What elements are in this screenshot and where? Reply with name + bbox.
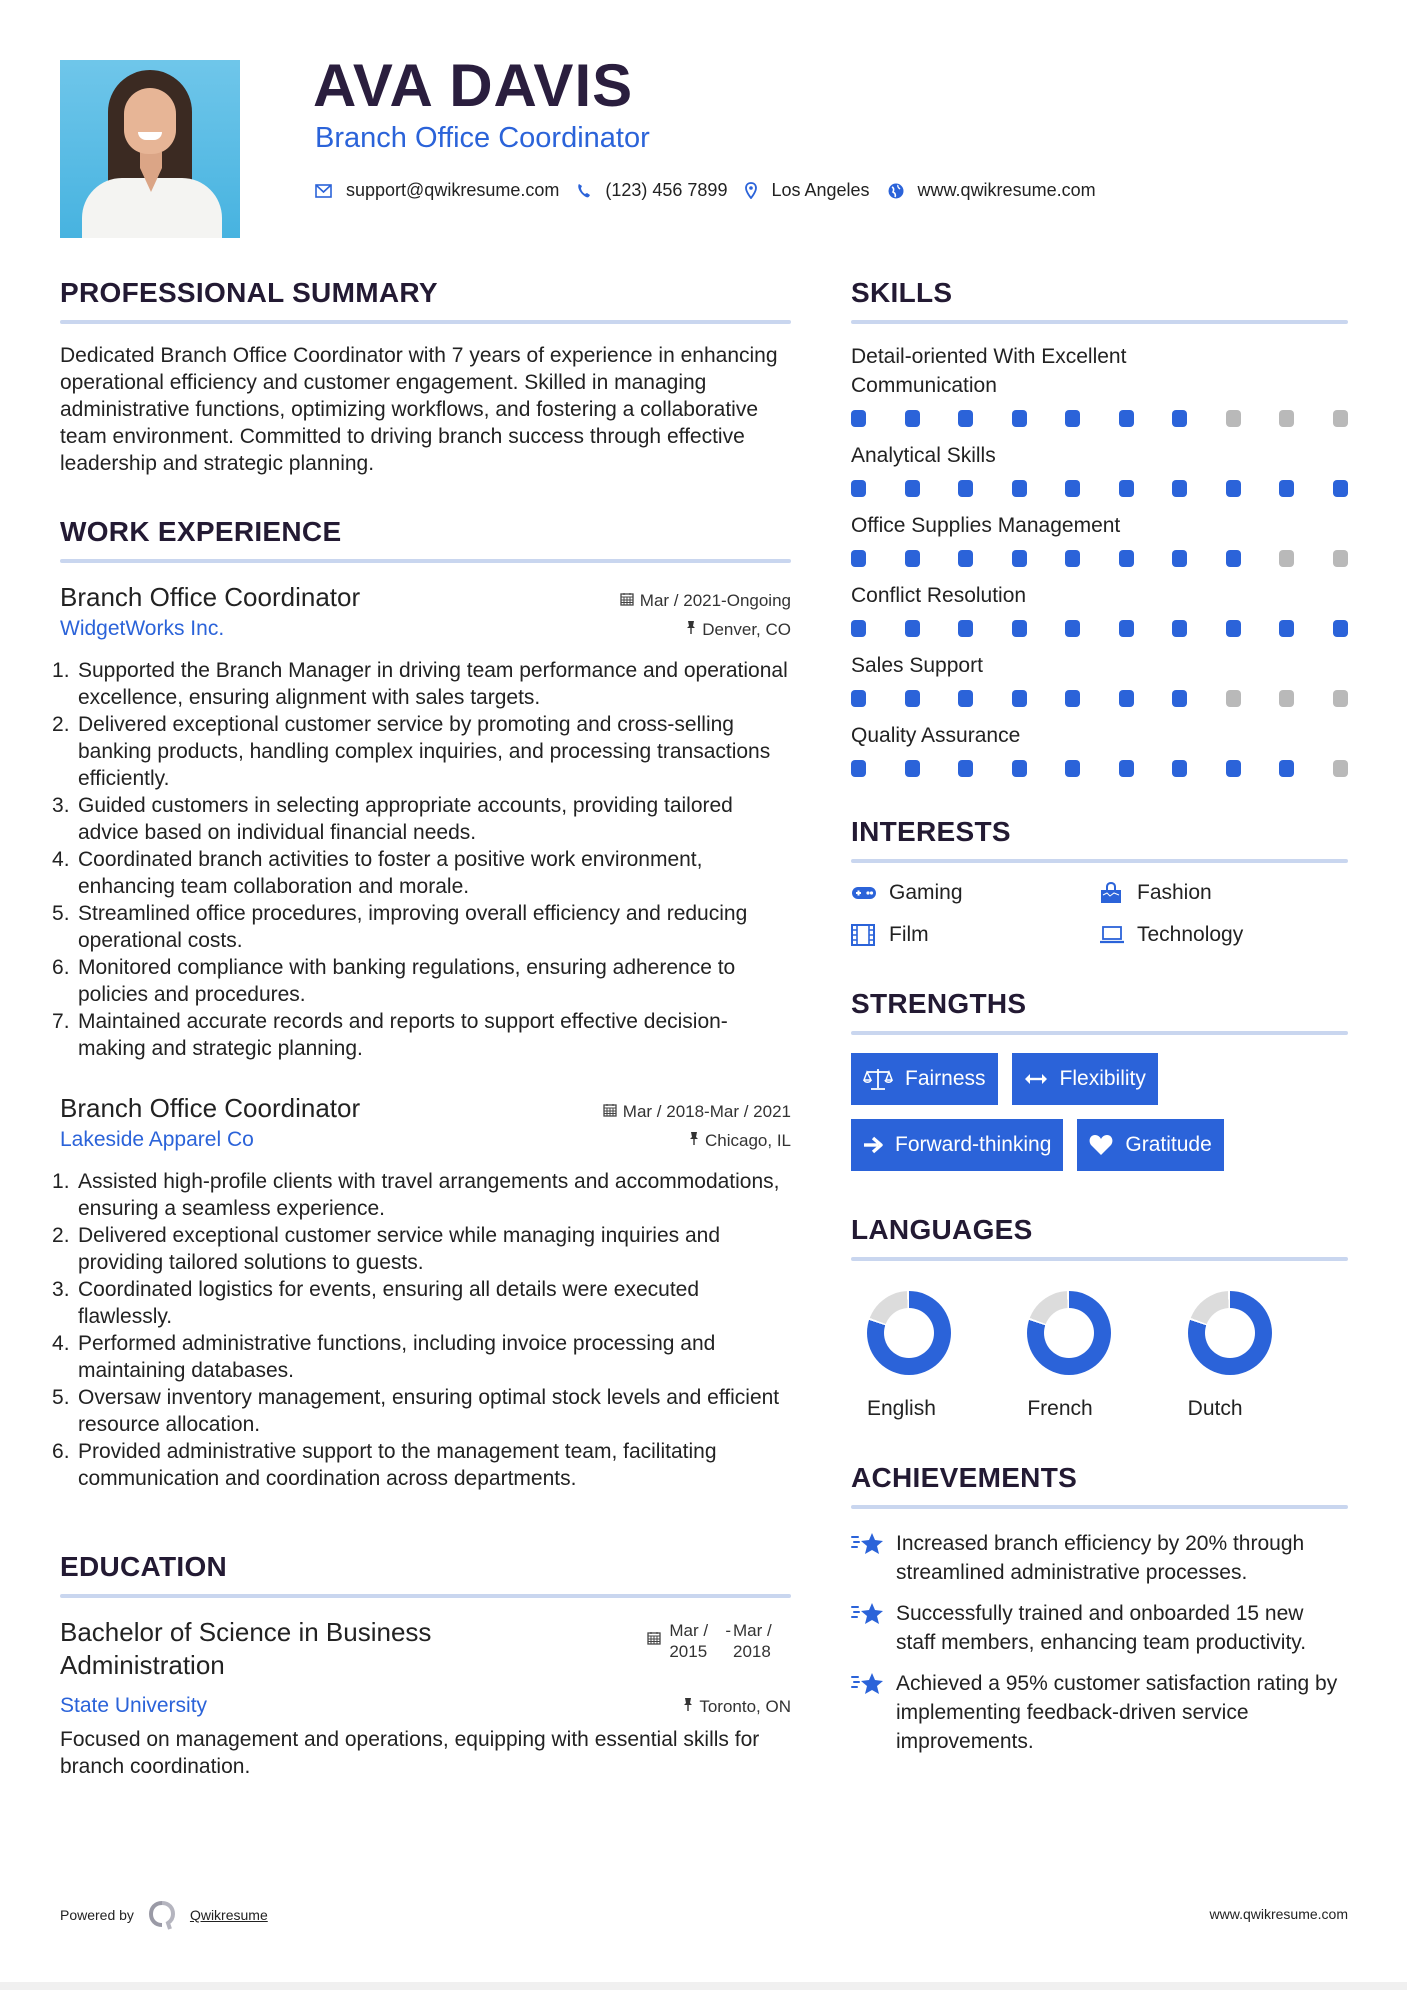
strength-tag <box>1012 1053 1158 1105</box>
rating-dot-filled <box>1226 480 1241 497</box>
skill-name: Analytical Skills <box>851 444 996 467</box>
job-dates: Mar / 2018-Mar / 2021 <box>622 1102 791 1121</box>
section-heading: PROFESSIONAL SUMMARY <box>60 277 438 308</box>
rating-dot-filled <box>1172 620 1187 637</box>
laptop-icon <box>1099 926 1125 944</box>
duty-item: Monitored compliance with banking regulations, ensuring adherence to policies and procedures. <box>78 956 736 1006</box>
language-name: French <box>1027 1397 1093 1420</box>
pushpin-icon <box>683 1697 693 1716</box>
rating-dot-empty <box>1333 760 1348 777</box>
job-title: Branch Office Coordinator <box>60 582 361 612</box>
skill-name: Sales Support <box>851 654 983 677</box>
strengths-list <box>851 1053 1348 1171</box>
skill-name: Conflict Resolution <box>851 584 1027 607</box>
pushpin-icon <box>689 1131 699 1150</box>
rating-dot-filled <box>958 550 973 567</box>
rating-dot-filled <box>905 620 920 637</box>
rating-dot-filled <box>1333 480 1348 497</box>
language-name: English <box>867 1397 936 1420</box>
contact-phone[interactable]: (123) 456 7899 <box>605 180 728 200</box>
brand-link[interactable]: Qwikresume <box>189 1907 268 1923</box>
rating-dot-filled <box>958 620 973 637</box>
qwikresume-logo-icon <box>148 1900 176 1930</box>
rating-dot-filled <box>1012 550 1027 567</box>
rating-dot-filled <box>1226 550 1241 567</box>
summary-section <box>60 276 791 477</box>
shooting-star-icon <box>851 1669 896 1756</box>
phone-icon <box>577 183 591 199</box>
right-column <box>851 276 1348 1768</box>
company-name: Lakeside Apparel Co <box>60 1128 254 1151</box>
duty-item: Supported the Branch Manager in driving team performance and operational excellence, ensuring alignment with sales targets. <box>78 659 788 709</box>
rating-dot-filled <box>851 410 866 427</box>
rating-dot-filled <box>905 690 920 707</box>
job-location: Chicago, IL <box>705 1130 791 1150</box>
rating-dot-empty <box>1226 690 1241 707</box>
rating-dot-filled <box>851 550 866 567</box>
contact-website[interactable]: www.qwikresume.com <box>917 180 1096 200</box>
skill-rating <box>851 480 1348 497</box>
section-heading: SKILLS <box>851 277 953 308</box>
section-divider <box>851 1031 1348 1035</box>
section-divider <box>851 320 1348 324</box>
duty-item: Coordinated branch activities to foster a positive work environment, enhancing team collaboration and morale. <box>78 848 703 898</box>
summary-text: Dedicated Branch Office Coordinator with 7 years of experience in enhancing operational efficiency and customer engagement. Skilled in managing administrative functions, optimizing workflows, and fostering a collaborative team environment. Committed to driving branch success through effective leadership and strategic planning. <box>60 344 778 475</box>
date-separator: - <box>725 1621 731 1640</box>
section-divider <box>851 1257 1348 1261</box>
duty-item: Provided administrative support to the management team, facilitating communication and coordination across departments. <box>78 1440 717 1490</box>
skill-name: Office Supplies Management <box>851 514 1121 537</box>
rating-dot-filled <box>1065 690 1080 707</box>
candidate-title: Branch Office Coordinator <box>315 122 650 154</box>
rating-dot-filled <box>1012 480 1027 497</box>
rating-dot-filled <box>958 410 973 427</box>
footer-website[interactable]: www.qwikresume.com <box>1209 1906 1348 1922</box>
film-icon <box>851 924 877 946</box>
strength-label: Fairness <box>905 1067 986 1090</box>
rating-dot-filled <box>1065 760 1080 777</box>
achievement-text: Achieved a 95% customer satisfaction rating by implementing feedback-driven service improvements. <box>896 1672 1338 1753</box>
interest-item <box>851 923 1099 947</box>
achievements-section <box>851 1461 1348 1756</box>
duty-item: Guided customers in selecting appropriate accounts, providing tailored advice based on individual financial needs. <box>78 794 733 844</box>
pushpin-icon <box>686 620 696 639</box>
powered-by-label: Powered by <box>60 1907 134 1923</box>
rating-dot-filled <box>1119 620 1134 637</box>
interest-label: Film <box>889 923 929 946</box>
job-entry <box>60 581 791 1062</box>
interest-item <box>851 881 1099 905</box>
company-name: WidgetWorks Inc. <box>60 617 225 640</box>
strength-label: Flexibility <box>1059 1067 1146 1090</box>
section-heading: STRENGTHS <box>851 988 1027 1019</box>
interest-item <box>1099 923 1347 947</box>
language-item <box>1188 1291 1348 1421</box>
section-heading: INTERESTS <box>851 816 1011 847</box>
contact-location: Los Angeles <box>771 180 870 200</box>
rating-dot-filled <box>1119 760 1134 777</box>
edu-description: Focused on management and operations, equipping with essential skills for branch coordination. <box>60 1728 760 1778</box>
strength-tag <box>851 1119 1063 1171</box>
language-name: Dutch <box>1187 1397 1243 1420</box>
rating-dot-empty <box>1279 690 1294 707</box>
section-divider <box>851 859 1348 863</box>
calendar-icon <box>603 1103 617 1121</box>
edu-start-date: Mar / 2015 <box>669 1621 709 1661</box>
duty-item: Performed administrative functions, including invoice processing and maintaining databases. <box>78 1332 716 1382</box>
section-heading: WORK EXPERIENCE <box>60 516 342 547</box>
rating-dot-filled <box>1119 480 1134 497</box>
skill-rating <box>851 550 1348 567</box>
rating-dot-filled <box>1012 690 1027 707</box>
achievement-item <box>851 1529 1348 1587</box>
rating-dot-filled <box>1172 480 1187 497</box>
rating-dot-filled <box>905 760 920 777</box>
rating-dot-empty <box>1226 410 1241 427</box>
rating-dot-filled <box>1065 550 1080 567</box>
shopping-bag-icon <box>1099 882 1125 904</box>
rating-dot-filled <box>1333 620 1348 637</box>
rating-dot-filled <box>1065 620 1080 637</box>
section-heading: ACHIEVEMENTS <box>851 1462 1078 1493</box>
language-proficiency-ring <box>867 1291 951 1375</box>
job-location: Denver, CO <box>702 619 791 639</box>
school-name: State University <box>60 1694 208 1717</box>
section-heading: EDUCATION <box>60 1551 228 1582</box>
arrows-horizontal-icon <box>1024 1073 1048 1085</box>
rating-dot-filled <box>1226 760 1241 777</box>
rating-dot-filled <box>1065 410 1080 427</box>
rating-dot-filled <box>851 480 866 497</box>
rating-dot-empty <box>1333 410 1348 427</box>
interests-list <box>851 881 1348 947</box>
edu-end-date: Mar / 2018 <box>733 1621 772 1661</box>
rating-dot-filled <box>1012 410 1027 427</box>
skill-rating <box>851 690 1348 707</box>
rating-dot-filled <box>1065 480 1080 497</box>
strengths-section <box>851 987 1348 1171</box>
skills-list <box>851 342 1348 777</box>
shooting-star-icon <box>851 1529 896 1587</box>
contact-email[interactable]: support@qwikresume.com <box>346 180 560 200</box>
experience-section <box>60 515 791 1492</box>
skills-section <box>851 276 1348 777</box>
language-item <box>1027 1291 1187 1421</box>
strength-label: Gratitude <box>1125 1133 1212 1156</box>
rating-dot-filled <box>851 620 866 637</box>
calendar-icon <box>620 592 634 610</box>
rating-dot-filled <box>958 690 973 707</box>
rating-dot-filled <box>1172 760 1187 777</box>
degree-title: Bachelor of Science in Business Administration <box>60 1617 432 1680</box>
duties-list <box>60 657 791 1062</box>
skill-name: Detail-oriented With Excellent Communication <box>851 345 1127 397</box>
duty-item: Delivered exceptional customer service by promoting and cross-selling banking products, handling complex inquiries, and processing transactions efficiently. <box>78 713 771 790</box>
map-pin-icon <box>745 182 757 199</box>
skill-rating <box>851 410 1348 427</box>
rating-dot-filled <box>1172 550 1187 567</box>
skill-name: Quality Assurance <box>851 724 1021 747</box>
interest-item <box>1099 881 1347 905</box>
rating-dot-filled <box>905 550 920 567</box>
skill-rating <box>851 760 1348 777</box>
job-entry <box>60 1092 791 1492</box>
rating-dot-filled <box>1279 480 1294 497</box>
duty-item: Assisted high-profile clients with travel arrangements and accommodations, ensuring a seamless experience. <box>78 1170 780 1220</box>
gamepad-icon <box>851 885 877 901</box>
globe-icon <box>888 183 904 199</box>
envelope-icon <box>315 184 332 198</box>
rating-dot-filled <box>1172 410 1187 427</box>
achievement-item <box>851 1599 1348 1657</box>
rating-dot-filled <box>1119 550 1134 567</box>
calendar-icon <box>647 1630 661 1651</box>
rating-dot-filled <box>1279 620 1294 637</box>
skill-item <box>851 511 1348 567</box>
skill-item <box>851 581 1348 637</box>
rating-dot-empty <box>1279 550 1294 567</box>
language-item <box>867 1291 1027 1421</box>
skill-item <box>851 721 1348 777</box>
shooting-star-icon <box>851 1599 896 1657</box>
job-dates: Mar / 2021-Ongoing <box>639 591 791 610</box>
edu-location: Toronto, ON <box>699 1696 791 1716</box>
section-divider <box>60 320 791 324</box>
rating-dot-filled <box>1119 690 1134 707</box>
strength-tag <box>851 1053 998 1105</box>
contact-bar <box>315 180 1114 201</box>
skill-item <box>851 342 1348 427</box>
arrow-right-icon <box>863 1136 883 1154</box>
education-section <box>60 1550 791 1780</box>
job-title: Branch Office Coordinator <box>60 1093 361 1123</box>
rating-dot-filled <box>905 410 920 427</box>
duty-item: Coordinated logistics for events, ensuring all details were executed flawlessly. <box>78 1278 700 1328</box>
rating-dot-filled <box>851 690 866 707</box>
section-divider <box>60 559 791 563</box>
interest-label: Gaming <box>889 881 963 904</box>
achievement-text: Successfully trained and onboarded 15 new staff members, enhancing team productivity. <box>896 1602 1307 1654</box>
rating-dot-filled <box>958 760 973 777</box>
duty-item: Delivered exceptional customer service while managing inquiries and providing tailored solutions to guests. <box>78 1224 720 1274</box>
section-divider <box>60 1594 791 1598</box>
interest-label: Fashion <box>1137 881 1212 904</box>
strength-tag <box>1077 1119 1223 1171</box>
footer-powered-by <box>60 1900 268 1930</box>
achievement-item <box>851 1669 1348 1756</box>
interests-section <box>851 815 1348 947</box>
rating-dot-filled <box>1172 690 1187 707</box>
rating-dot-empty <box>1333 690 1348 707</box>
rating-dot-filled <box>1279 760 1294 777</box>
skill-item <box>851 651 1348 707</box>
language-proficiency-ring <box>1027 1291 1111 1375</box>
rating-dot-filled <box>958 480 973 497</box>
heart-icon <box>1089 1134 1113 1156</box>
rating-dot-empty <box>1279 410 1294 427</box>
rating-dot-filled <box>1119 410 1134 427</box>
languages-section <box>851 1213 1348 1421</box>
section-divider <box>851 1505 1348 1509</box>
duty-item: Maintained accurate records and reports to support effective decision-making and strategic planning. <box>78 1010 728 1060</box>
interest-label: Technology <box>1137 923 1244 946</box>
rating-dot-filled <box>851 760 866 777</box>
languages-list <box>851 1291 1348 1421</box>
section-heading: LANGUAGES <box>851 1214 1033 1245</box>
duty-item: Streamlined office procedures, improving overall efficiency and reducing operational costs. <box>78 902 748 952</box>
skill-rating <box>851 620 1348 637</box>
duties-list <box>60 1168 791 1492</box>
duty-item: Oversaw inventory management, ensuring optimal stock levels and efficient resource allocation. <box>78 1386 780 1436</box>
left-column <box>60 276 791 1780</box>
profile-photo <box>60 60 240 238</box>
rating-dot-filled <box>1012 620 1027 637</box>
strength-label: Forward-thinking <box>895 1133 1052 1156</box>
balance-scale-icon <box>863 1067 893 1091</box>
page-bottom-edge <box>0 1982 1407 1990</box>
skill-item <box>851 441 1348 497</box>
language-proficiency-ring <box>1188 1291 1272 1375</box>
rating-dot-filled <box>1226 620 1241 637</box>
candidate-name: AVA DAVIS <box>313 52 634 119</box>
rating-dot-empty <box>1333 550 1348 567</box>
achievement-text: Increased branch efficiency by 20% through streamlined administrative processes. <box>896 1532 1305 1584</box>
rating-dot-filled <box>905 480 920 497</box>
rating-dot-filled <box>1012 760 1027 777</box>
